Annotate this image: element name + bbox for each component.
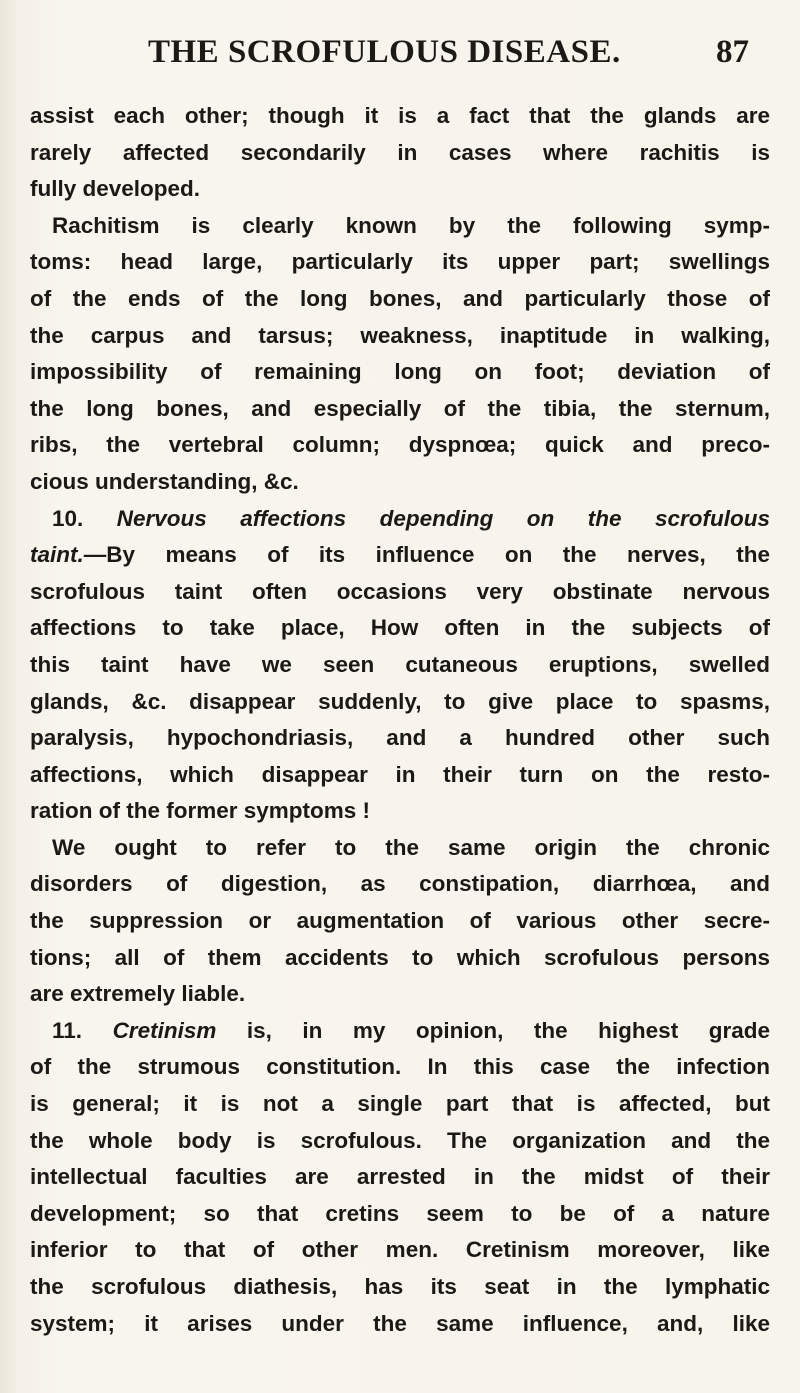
- text-line: ration of the former symptoms !: [30, 798, 371, 824]
- text-line: paralysis, hypochondriasis, and a hundred other such: [30, 725, 770, 751]
- section-term: Cretinism: [112, 1017, 217, 1043]
- text-line: toms: head large, particularly its upper part; swellings: [30, 249, 770, 275]
- text-line: the carpus and tarsus; weakness, inaptitude in walking,: [30, 322, 770, 348]
- text-line: rarely affected secondarily in cases where rachitis is: [30, 139, 770, 165]
- text-line: is general; it is not a single part that is affected, but: [30, 1091, 770, 1117]
- text-line: disorders of digestion, as constipation, diarrhœa, and: [30, 871, 770, 897]
- body-text: [30, 98, 770, 1342]
- text-run: —By means of its influence on the nerves, the: [83, 542, 770, 568]
- text-line: tions; all of them accidents to which scrofulous persons: [30, 944, 770, 970]
- text-line: affections, which disappear in their turn on the resto-: [30, 761, 770, 787]
- text-line: inferior to that of other men. Cretinism moreover, like: [30, 1237, 770, 1263]
- page-number: 87: [716, 34, 749, 70]
- text-line: ribs, the vertebral column; dyspnœa; quick and preco-: [30, 432, 770, 458]
- text-line: are extremely liable.: [30, 981, 246, 1007]
- text-line: intellectual faculties are arrested in the midst of their: [30, 1164, 770, 1190]
- text-line: this taint have we seen cutaneous eruptions, swelled: [30, 651, 770, 677]
- section-title: Nervous affections depending on the scrofulous: [116, 505, 770, 531]
- text-run: is, in my opinion, the highest grade: [216, 1017, 770, 1043]
- text-line: glands, &c. disappear suddenly, to give place to spasms,: [30, 688, 770, 714]
- text-line: development; so that cretins seem to be of a nature: [30, 1200, 770, 1226]
- section-heading-11: [30, 1013, 770, 1050]
- text-line: [30, 537, 770, 574]
- section-title-continued: taint.: [30, 542, 84, 568]
- text-line: system; it arises under the same influence, and, like: [30, 1310, 770, 1336]
- text-line: of the strumous constitution. In this case the infection: [30, 1054, 770, 1080]
- text-line: of the ends of the long bones, and particularly those of: [30, 285, 770, 311]
- running-title: THE SCROFULOUS DISEASE.: [148, 34, 621, 70]
- text-line: impossibility of remaining long on foot; deviation of: [30, 359, 770, 385]
- section-number: 10.: [52, 505, 84, 531]
- text-line: fully developed.: [30, 176, 201, 202]
- text-line: Rachitism is clearly known by the following symp-: [52, 212, 770, 238]
- text-line: the scrofulous diathesis, has its seat in the lymphatic: [30, 1274, 770, 1299]
- text-line: the suppression or augmentation of various other secre-: [30, 908, 770, 934]
- text-line: We ought to refer to the same origin the chronic: [52, 834, 770, 860]
- text-line: the whole body is scrofulous. The organization and the: [30, 1127, 770, 1153]
- section-heading-10: [30, 501, 770, 538]
- text-line: scrofulous taint often occasions very obstinate nervous: [30, 578, 770, 604]
- section-number: 11.: [52, 1017, 83, 1043]
- text-line: cious understanding, &c.: [30, 468, 299, 494]
- text-line: assist each other; though it is a fact that the glands are: [30, 103, 770, 128]
- page-header: [0, 34, 800, 78]
- text-line: the long bones, and especially of the tibia, the sternum,: [30, 395, 770, 421]
- text-line: affections to take place, How often in the subjects of: [30, 615, 770, 641]
